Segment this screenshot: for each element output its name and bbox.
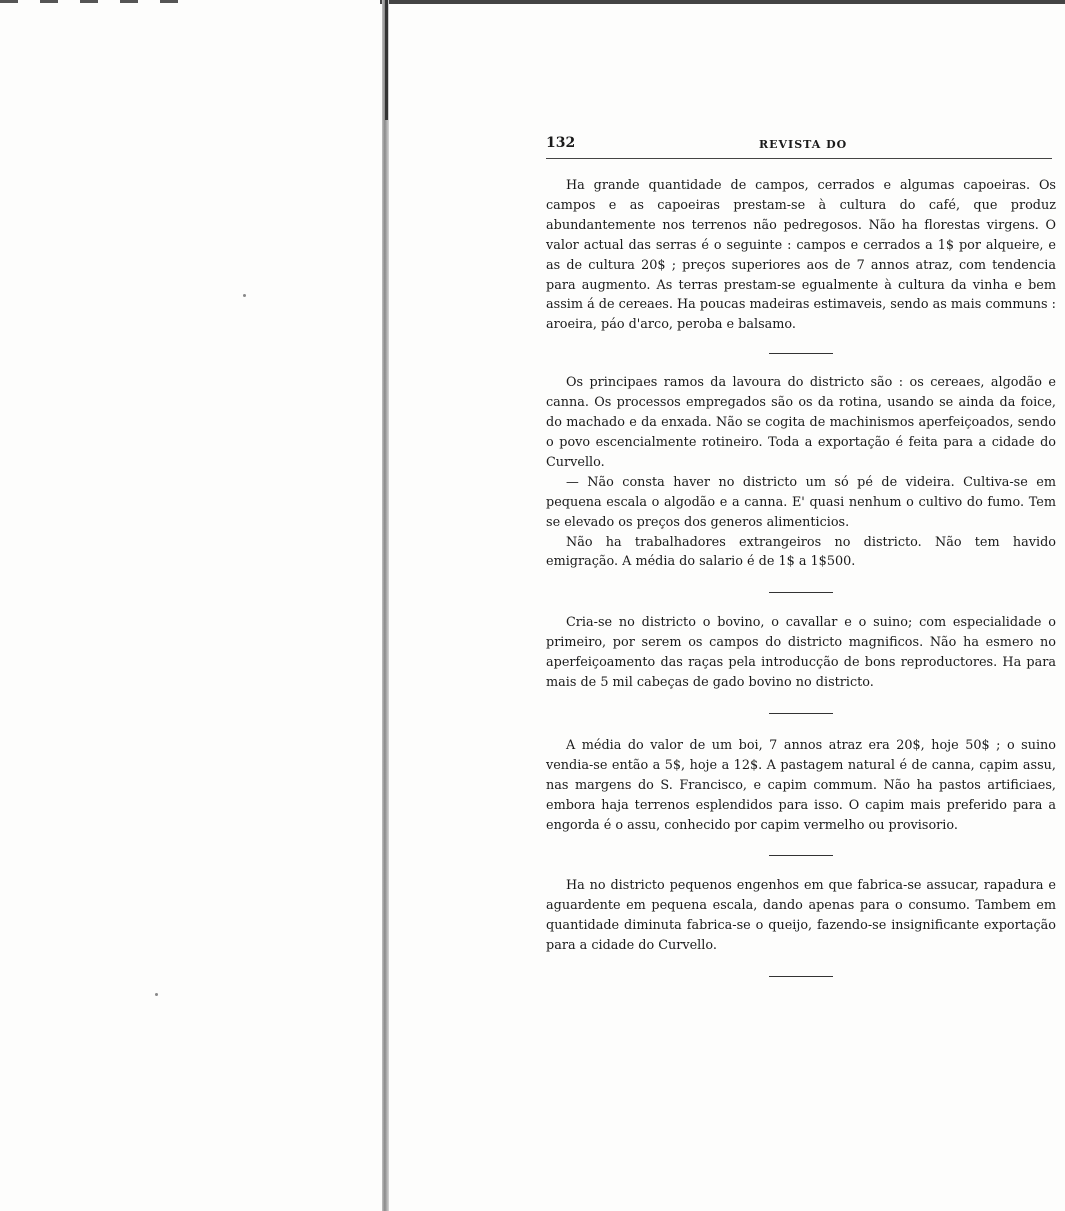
book-page — [546, 130, 1056, 977]
page-number: 132 — [546, 135, 576, 151]
section-separator — [769, 855, 833, 856]
running-title: REVISTA DO — [759, 138, 848, 151]
section-separator — [769, 976, 833, 977]
section-separator — [769, 353, 833, 354]
paragraph: Ha grande quantidade de campos, cerrados e algumas capoeiras. Os campos e as capoeiras prestam-se à cultura do café, que produz abundantemente nos terrenos não pedregosos. Não ha florestas virgens. O valor actual das serras é o seguinte : campos e cerrados a 1$ por alqueire, e as de cultura 20$ ; preços superiores aos de 7 annos atraz, com tendencia para augmento. As terras prestam-se egualmente à cultura da vinha e bem assim á de cereaes. Ha poucas madeiras estimaveis, sendo as mais communs : aroeira, páo d'arco, peroba e balsamo. — [546, 178, 1056, 333]
paragraph: Cria-se no districto o bovino, o cavallar e o suino; com especialidade o primeiro, por serem os campos do districto magnificos. Não ha esmero no aperfeiçoamento das raças pela introducção de bons reproductores. Ha para mais de 5 mil cabeças de gado bovino no districto. — [546, 615, 1056, 691]
paragraph: — Não consta haver no districto um só pé de videira. Cultiva-se em pequena escala o algodão e a canna. E' quasi nenhum o cultivo do fumo. Tem se elevado os preços dos generos alimenticios. — [546, 474, 1056, 530]
book-gutter — [382, 0, 389, 1211]
paragraph: Ha no districto pequenos engenhos em que fabrica-se assucar, rapadura e aguardente em pequena escala, dando apenas para o consumo. Tambem em quantidade diminuta fabrica-se o queijo, fazendo-se insignificante exportação para a cidade do Curvello. — [546, 878, 1056, 954]
section-cattle-prices — [546, 736, 1056, 836]
paragraph: A média do valor de um boi, 7 annos atraz era 20$, hoje 50$ ; o suino vendia-se então a 5$, hoje a 12$. A pastagem natural é de canna, capim assu, nas margens do S. Francisco, e capim commum. Não ha pastos artificiaes, embora haja terrenos esplendidos para isso. O capim mais preferido para a engorda é o assu, conhecido por capim vermelho ou provisorio. — [546, 737, 1056, 833]
section-livestock — [546, 613, 1056, 693]
scan-speck — [243, 294, 246, 297]
section-soil — [546, 176, 1056, 335]
page-header — [546, 130, 1056, 152]
paragraph: Não ha trabalhadores extrangeiros no districto. Não tem havido emigração. A média do salario é de 1$ a 1$500. — [546, 534, 1056, 570]
header-rule — [546, 158, 1052, 159]
paragraph: Os principaes ramos da lavoura do districto são : os cereaes, algodão e canna. Os processos empregados são os da rotina, usando se ainda da foice, do machado e da enxada. Não se cogita de machinismos aperfeiçoados, sendo o povo escencialmente rotineiro. Toda a exportação é feita para a cidade do Curvello. — [546, 375, 1056, 470]
scan-top-edge — [380, 0, 1065, 4]
section-agriculture — [546, 373, 1056, 572]
scan-edge-marks — [0, 0, 200, 3]
section-separator — [769, 592, 833, 593]
section-separator — [769, 713, 833, 714]
scan-speck — [155, 993, 158, 996]
book-gutter-shadow — [385, 0, 388, 120]
section-industry — [546, 876, 1056, 956]
